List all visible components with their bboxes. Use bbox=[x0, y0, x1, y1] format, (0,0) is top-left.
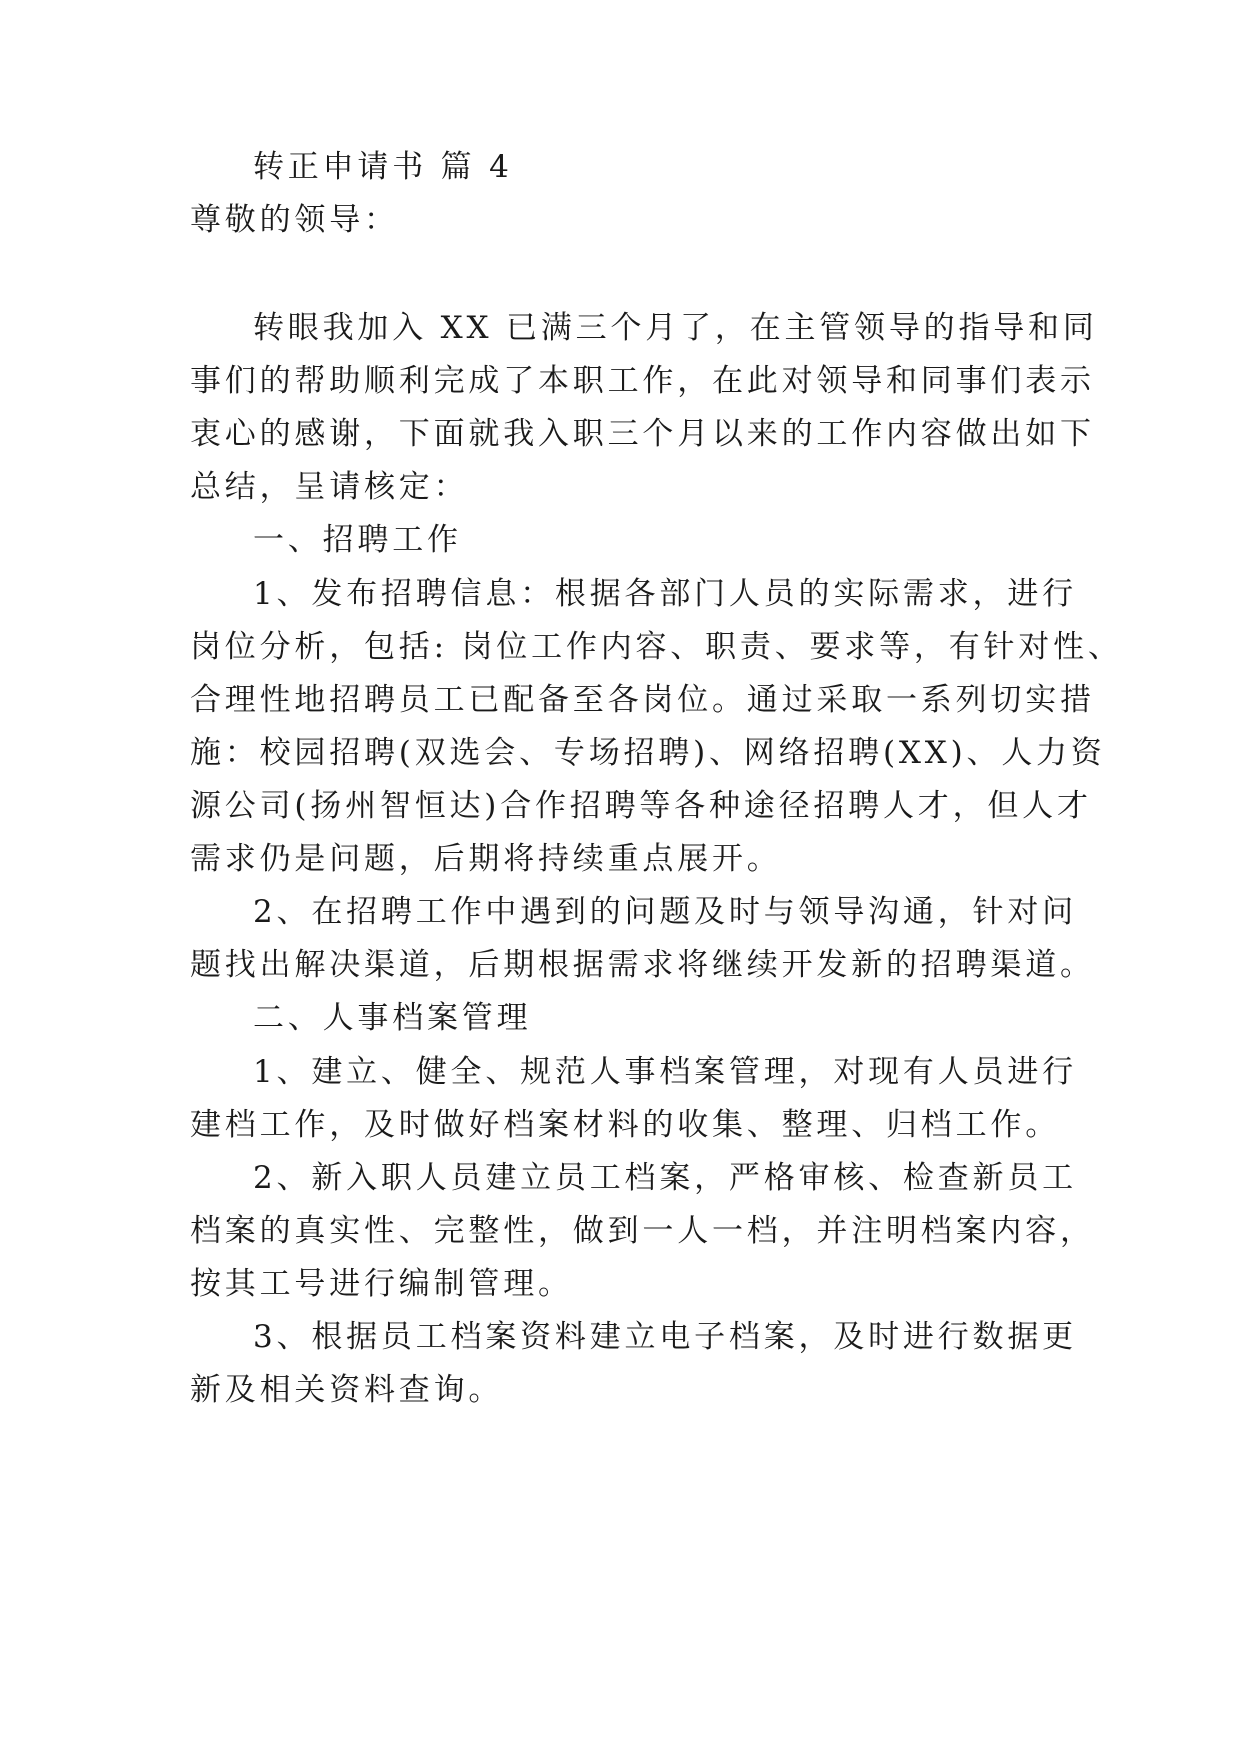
paragraph-line: 需求仍是问题，后期将持续重点展开。 bbox=[190, 841, 782, 877]
paragraph-line: 合理性地招聘员工已配备至各岗位。通过采取一系列切实措 bbox=[190, 682, 1095, 718]
section-heading: 二、人事档案管理 bbox=[253, 1000, 532, 1036]
paragraph-line: 新及相关资料查询。 bbox=[190, 1372, 504, 1408]
paragraph-line: 事们的帮助顺利完成了本职工作，在此对领导和同事们表示 bbox=[190, 363, 1095, 399]
document-title: 转正申请书 篇 4 bbox=[253, 149, 513, 185]
paragraph-line: 1、发布招聘信息：根据各部门人员的实际需求，进行 bbox=[253, 576, 1077, 612]
paragraph-line: 2、新入职人员建立员工档案，严格审核、检查新员工 bbox=[253, 1160, 1077, 1196]
salutation: 尊敬的领导： bbox=[190, 202, 399, 238]
paragraph-line: 岗位分析，包括: 岗位工作内容、职责、要求等，有针对性、 bbox=[190, 629, 1123, 665]
paragraph-line: 转眼我加入 XX 已满三个月了，在主管领导的指导和同 bbox=[253, 310, 1098, 346]
paragraph-line: 1、建立、健全、规范人事档案管理，对现有人员进行 bbox=[253, 1054, 1077, 1090]
paragraph-line: 建档工作，及时做好档案材料的收集、整理、归档工作。 bbox=[190, 1107, 1060, 1143]
paragraph-line: 施：校园招聘(双选会、专场招聘)、网络招聘(XX)、人力资 bbox=[190, 735, 1106, 771]
paragraph-line: 2、在招聘工作中遇到的问题及时与领导沟通，针对问 bbox=[253, 894, 1077, 930]
paragraph-line: 3、根据员工档案资料建立电子档案，及时进行数据更 bbox=[253, 1319, 1077, 1355]
paragraph-line: 衷心的感谢，下面就我入职三个月以来的工作内容做出如下 bbox=[190, 416, 1095, 452]
paragraph-line: 按其工号进行编制管理。 bbox=[190, 1266, 573, 1302]
paragraph-line: 总结，呈请核定： bbox=[190, 469, 469, 505]
section-heading: 一、招聘工作 bbox=[253, 522, 462, 558]
paragraph-line: 题找出解决渠道，后期根据需求将继续开发新的招聘渠道。 bbox=[190, 947, 1095, 983]
paragraph-line: 源公司(扬州智恒达)合作招聘等各种途径招聘人才，但人才 bbox=[190, 788, 1092, 824]
paragraph-line: 档案的真实性、完整性，做到一人一档，并注明档案内容， bbox=[190, 1213, 1095, 1249]
